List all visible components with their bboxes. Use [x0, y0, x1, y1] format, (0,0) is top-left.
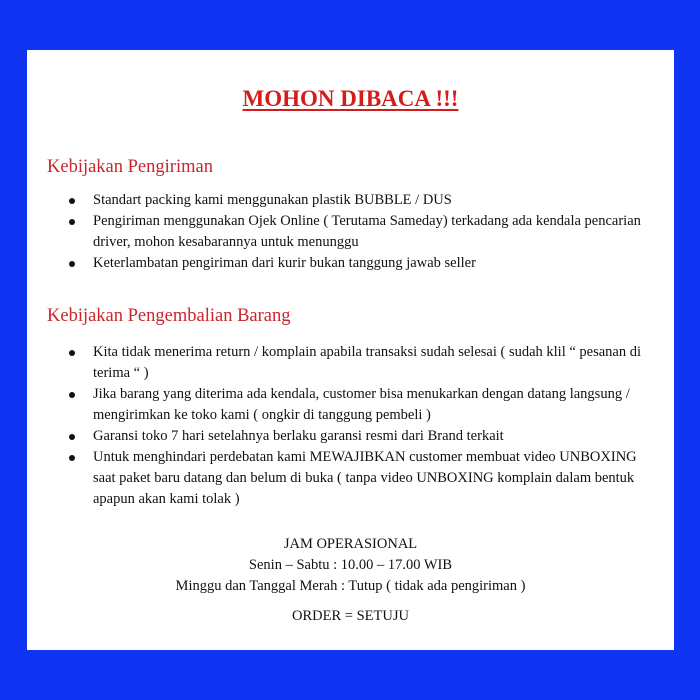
- list-item: Standart packing kami menggunakan plastik BUBBLE / DUS: [67, 190, 647, 211]
- shipping-policy-heading: Kebijakan Pengiriman: [47, 157, 213, 177]
- operating-hours-holiday: Minggu dan Tanggal Merah : Tutup ( tidak ada pengiriman ): [175, 578, 526, 594]
- list-item: Garansi toko 7 hari setelahnya berlaku garansi resmi dari Brand terkait: [67, 426, 647, 447]
- list-item: Jika barang yang diterima ada kendala, customer bisa menukarkan dengan datang langsung / mengirimkan ke toko kami ( ongkir di tanggung pembeli ): [67, 384, 647, 426]
- policy-sheet: [27, 50, 674, 650]
- return-policy-list: [67, 342, 647, 510]
- return-policy-heading: Kebijakan Pengembalian Barang: [47, 306, 291, 326]
- list-item: Untuk menghindari perdebatan kami MEWAJIBKAN customer membuat video UNBOXING saat paket baru datang dan belum di buka ( tanpa video UNBOXING komplain dalam bentuk apapun akan kami tolak ): [67, 447, 647, 510]
- list-item: Kita tidak menerima return / komplain apabila transaksi sudah selesai ( sudah klil “ pesanan di terima “ ): [67, 342, 647, 384]
- operating-hours-weekday: Senin – Sabtu : 10.00 – 17.00 WIB: [248, 557, 453, 573]
- operating-hours-title: JAM OPERASIONAL: [283, 536, 418, 552]
- list-item: Keterlambatan pengiriman dari kurir bukan tanggung jawab seller: [67, 253, 647, 274]
- list-item: Pengiriman menggunakan Ojek Online ( Terutama Sameday) terkadang ada kendala pencarian driver, mohon kesabarannya untuk menunggu: [67, 211, 647, 253]
- page-title: MOHON DIBACA !!!: [242, 86, 459, 111]
- shipping-policy-list: [67, 190, 647, 274]
- order-agreement-note: ORDER = SETUJU: [292, 608, 409, 624]
